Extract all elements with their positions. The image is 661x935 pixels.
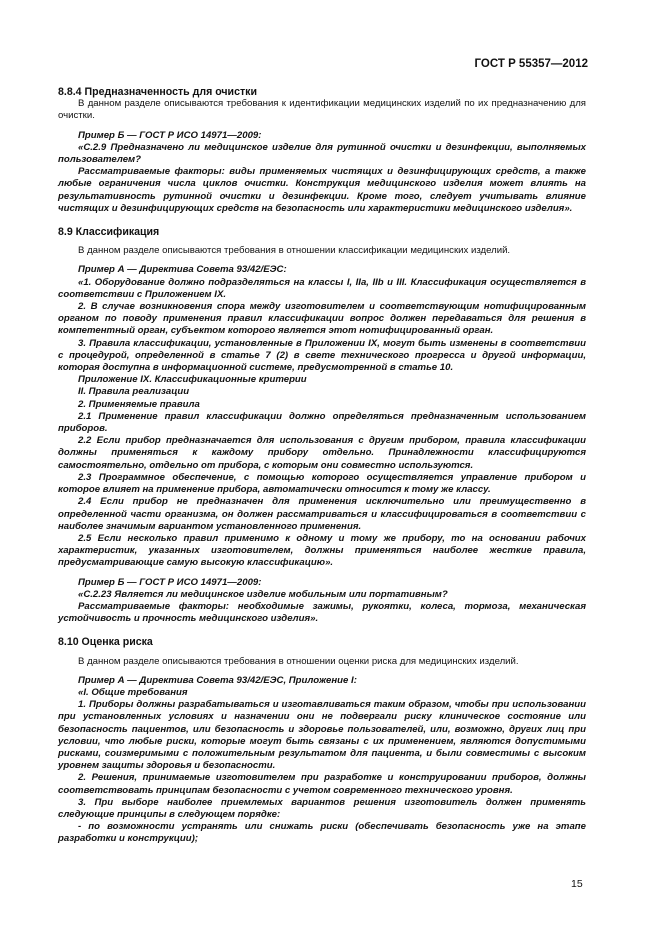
quoted-paragraph: II. Правила реализации bbox=[78, 386, 190, 398]
quoted-paragraph: Рассматриваемые факторы: виды применяемых чистящих и дезинфицирующих средств, а также любые ограничения числа циклов очистки. Конструкция медицинского изделия может влиять на результативность рутинной очистки и дезинфекции. Кроме того, следует учитывать влияние чистящих и дезинфицирующих средств на безопасность или характеристики медицинского изделия». bbox=[58, 166, 586, 214]
quoted-paragraph: Пример Б — ГОСТ Р ИСО 14971—2009: bbox=[78, 129, 262, 141]
section-heading: 8.9 Классификация bbox=[58, 226, 160, 239]
quoted-paragraph: «1. Оборудование должно подразделяться на классы I, IIa, IIb и III. Классификация осуществляется в соответствии с Приложением IX. bbox=[58, 276, 586, 300]
section-heading: 8.8.4 Предназначенность для очистки bbox=[58, 86, 257, 98]
quoted-paragraph: 3. При выборе наиболее приемлемых вариантов решения изготовитель должен применять следующие принципы в следующем порядке: bbox=[58, 796, 586, 820]
quoted-paragraph: «С.2.23 Является ли медицинское изделие мобильным или портативным? bbox=[78, 588, 448, 600]
quoted-paragraph: «I. Общие требования bbox=[78, 686, 188, 698]
quoted-paragraph: - по возможности устранять или снижать риски (обеспечивать безопасность уже на этапе разработки и конструкции); bbox=[58, 821, 586, 845]
quoted-paragraph: 2.1 Применение правил классификации должно определяться предназначенным использованием приборов. bbox=[58, 410, 586, 435]
section-heading: 8.10 Оценка риска bbox=[58, 636, 153, 649]
quoted-paragraph: 3. Правила классификации, установленные в Приложении IX, могут быть изменены в соответствии с процедурой, определенной в статье 7 (2) в свете технического прогресса и другой информации, которая доступна в информационной системе, предусмотренной в статье 10. bbox=[58, 337, 586, 374]
document-number: ГОСТ Р 55357—2012 bbox=[474, 58, 588, 70]
quoted-paragraph: 2.5 Если несколько правил применимо к одному и тому же прибору, то на основании рабочих характеристик, указанных изготовителем, должны применяться наиболее жесткие правила, предусматривающие самую высокую классификацию». bbox=[58, 532, 586, 569]
page-content bbox=[58, 86, 586, 846]
quoted-paragraph: Пример Б — ГОСТ Р ИСО 14971—2009: bbox=[78, 576, 262, 588]
quoted-paragraph: 2.4 Если прибор не предназначен для применения исключительно или преимущественно в определенной части организма, он должен рассматриваться и классифицироваться в соответствии с наиболее значимым вариантом установленного применения. bbox=[58, 496, 586, 532]
quoted-paragraph: 1. Приборы должны разрабатываться и изготавливаться таким образом, чтобы при использовании при установленных условиях и назначении они не подвергали риску клиническое состояние или безопасность пациентов, или безопасность и здоровье пользователей, или, возможно, других лиц при условии, что любые риски, которые могут быть связаны с их применением, являются допустимыми рисками, соизмеримыми с положительным результатом для пациента, и были совместимы с высоким уровнем защиты здоровья и безопасности. bbox=[58, 699, 586, 772]
body-paragraph: В данном разделе описываются требования в отношении оценки риска для медицинских изделий. bbox=[78, 655, 519, 667]
quoted-paragraph: Рассматриваемые факторы: необходимые зажимы, рукоятки, колеса, тормоза, механическая устойчивость и прочность медицинского изделия». bbox=[58, 600, 586, 625]
quoted-paragraph: 2.2 Если прибор предназначается для использования с другим прибором, правила классификации должны применяться к каждому прибору отдельно. Принадлежности классифицируются самостоятельно, отдельно от прибора, с которым они совместно используются. bbox=[58, 435, 586, 471]
quoted-paragraph: 2. Решения, принимаемые изготовителем при разработке и конструировании приборов, должны соответствовать принципам безопасности с учетом современного технического уровня. bbox=[58, 772, 586, 796]
page-number: 15 bbox=[571, 878, 583, 890]
quoted-paragraph: 2. Применяемые правила bbox=[78, 398, 200, 410]
quoted-paragraph: 2. В случае возникновения спора между изготовителем и соответствующим нотифицированным органом по поводу применения правил классификации вопрос должен передаваться для решения в компетентный орган, субъектом которого является этот нотифицированный орган. bbox=[58, 301, 586, 337]
quoted-paragraph: «С.2.9 Предназначено ли медицинское изделие для рутинной очистки и дезинфекции, выполняемых пользователем? bbox=[58, 141, 586, 166]
quoted-paragraph: Пример А — Директива Совета 93/42/ЕЭС: bbox=[78, 264, 287, 276]
quoted-paragraph: Приложение IX. Классификационные критерии bbox=[78, 374, 307, 386]
quoted-paragraph: Пример А — Директива Совета 93/42/ЕЭС, Приложение I: bbox=[78, 674, 357, 686]
body-paragraph: В данном разделе описываются требования в отношении классификации медицинских изделий. bbox=[78, 245, 511, 257]
quoted-paragraph: 2.3 Программное обеспечение, с помощью которого осуществляется управление прибором и которое влияет на применение прибора, автоматически относится к тому же классу. bbox=[58, 471, 586, 496]
body-paragraph: В данном разделе описываются требования к идентификации медицинских изделий по их предназначению для очистки. bbox=[58, 98, 586, 122]
